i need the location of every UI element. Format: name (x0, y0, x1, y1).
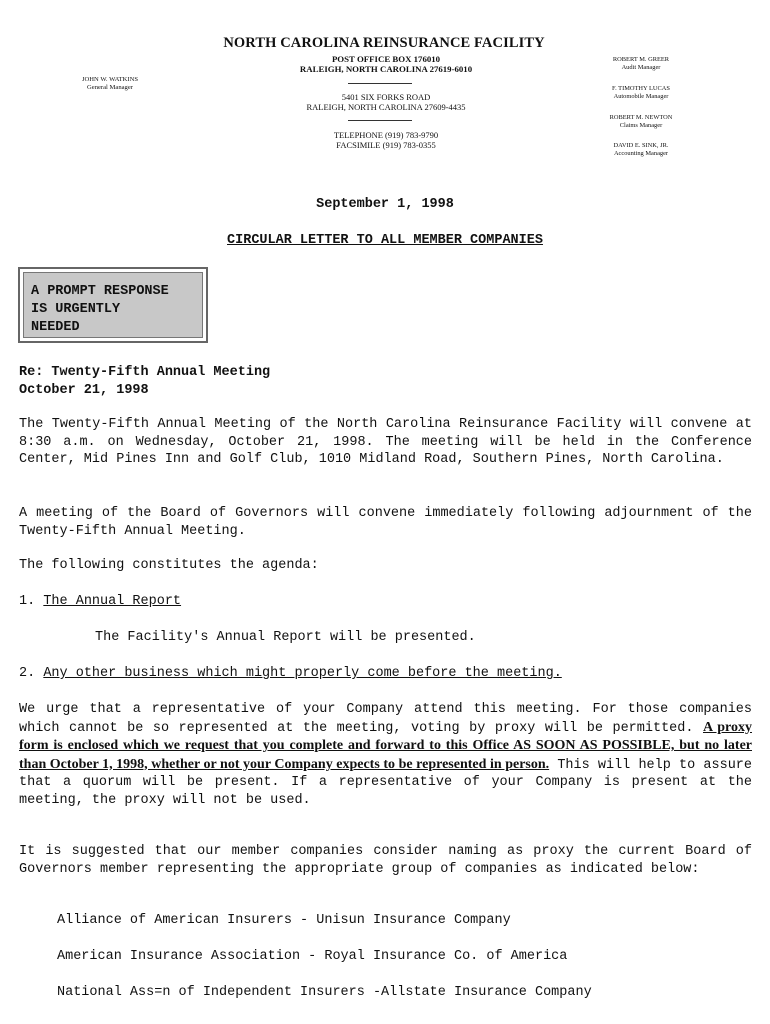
staff-title: Automobile Manager (613, 93, 669, 100)
urgent-notice-box (18, 267, 208, 343)
staff-title: Claims Manager (619, 122, 663, 129)
urgent-notice (23, 272, 203, 338)
staff-entry (600, 56, 682, 72)
proxy-conclusion: This will help to assure that a quorum will be present. If a representative of your Company is present at the meeting, the proxy will not be used. (19, 757, 752, 808)
phone-block (280, 130, 492, 150)
proxy-intro: We urge that a representative of your Company attend this meeting. For those companies which cannot be so represented at the meeting, voting by proxy will be permitted. (19, 702, 752, 736)
agenda-title: Any other business which might properly come before the meeting. (43, 666, 562, 681)
staff-name: ROBERT M. NEWTON (609, 114, 673, 121)
proxy-request-emphasis: A proxy form is enclosed which we request that you complete and forward to this Office AS SOON AS POSSIBLE, but no later than October 1, 1998, whether or not your Company expects to be represented in person. (19, 719, 752, 772)
subject-block (19, 364, 752, 399)
general-manager (65, 76, 155, 92)
company-list-item: National Ass=n of Independent Insurers -Allstate Insurance Company (57, 985, 592, 1000)
company-list-item: Alliance of American Insurers - Unisun Insurance Company (57, 913, 511, 928)
agenda-item (19, 593, 752, 611)
paragraph-proxy (19, 701, 752, 809)
staff-title: Audit Manager (621, 64, 661, 71)
po-city: RALEIGH, NORTH CAROLINA 27619-6010 (299, 64, 473, 74)
paragraph-board-meeting: A meeting of the Board of Governors will convene immediately following adjournment of the Twenty-Fifth Annual Meeting. (19, 506, 752, 539)
agenda-number: 1. (19, 594, 36, 609)
urgent-line: NEEDED (31, 320, 80, 335)
subject-date: October 21, 1998 (19, 382, 149, 398)
street-city: RALEIGH, NORTH CAROLINA 27609-4435 (306, 102, 466, 112)
staff-title: Accounting Manager (613, 150, 669, 157)
street-address (280, 92, 492, 112)
paragraph-meeting-details: The Twenty-Fifth Annual Meeting of the North Carolina Reinsurance Facility will convene at 8:30 a.m. on Wednesday, October 21, 1998. The meeting will be held in the Conference Center, Mid Pines Inn and Golf Club, 1010 Midland Road, Southern Pines, North Carolina. (19, 417, 752, 467)
company-list-item: American Insurance Association - Royal Insurance Co. of America (57, 949, 568, 964)
street: 5401 SIX FORKS ROAD (341, 92, 431, 102)
letterhead-divider (348, 120, 412, 121)
general-manager-name: JOHN W. WATKINS (81, 76, 139, 83)
letter-date: September 1, 1998 (316, 197, 454, 212)
circular-heading: CIRCULAR LETTER TO ALL MEMBER COMPANIES (227, 233, 543, 248)
urgent-line: A PROMPT RESPONSE (31, 284, 169, 299)
staff-name: F. TIMOTHY LUCAS (612, 85, 670, 92)
paragraph-agenda-intro: The following constitutes the agenda: (19, 558, 319, 573)
facsimile: FACSIMILE (919) 783-0355 (336, 140, 436, 150)
agenda-number: 2. (19, 666, 36, 681)
staff-entry (600, 114, 682, 130)
letterhead-divider (348, 83, 412, 84)
staff-name: DAVID E. SINK, JR. (613, 142, 669, 149)
general-manager-title: General Manager (87, 84, 133, 91)
paragraph-proxy-suggestion: It is suggested that our member companies consider naming as proxy the current Board of Governors member representing the appropriate group of companies as indicated below: (19, 844, 752, 877)
agenda-title: The Annual Report (43, 594, 182, 609)
staff-entry (600, 142, 682, 158)
organization-name: NORTH CAROLINA REINSURANCE FACILITY (223, 35, 545, 51)
staff-entry (600, 85, 682, 101)
agenda-item (19, 665, 752, 683)
urgent-line: IS URGENTLY (31, 302, 121, 317)
subject-line: Re: Twenty-Fifth Annual Meeting (19, 365, 271, 380)
staff-name: ROBERT M. GREER (612, 56, 670, 63)
telephone: TELEPHONE (919) 783-9790 (333, 130, 439, 140)
po-box: POST OFFICE BOX 176010 (331, 54, 441, 64)
agenda-detail: The Facility's Annual Report will be presented. (95, 630, 476, 645)
mailing-address (280, 54, 492, 74)
